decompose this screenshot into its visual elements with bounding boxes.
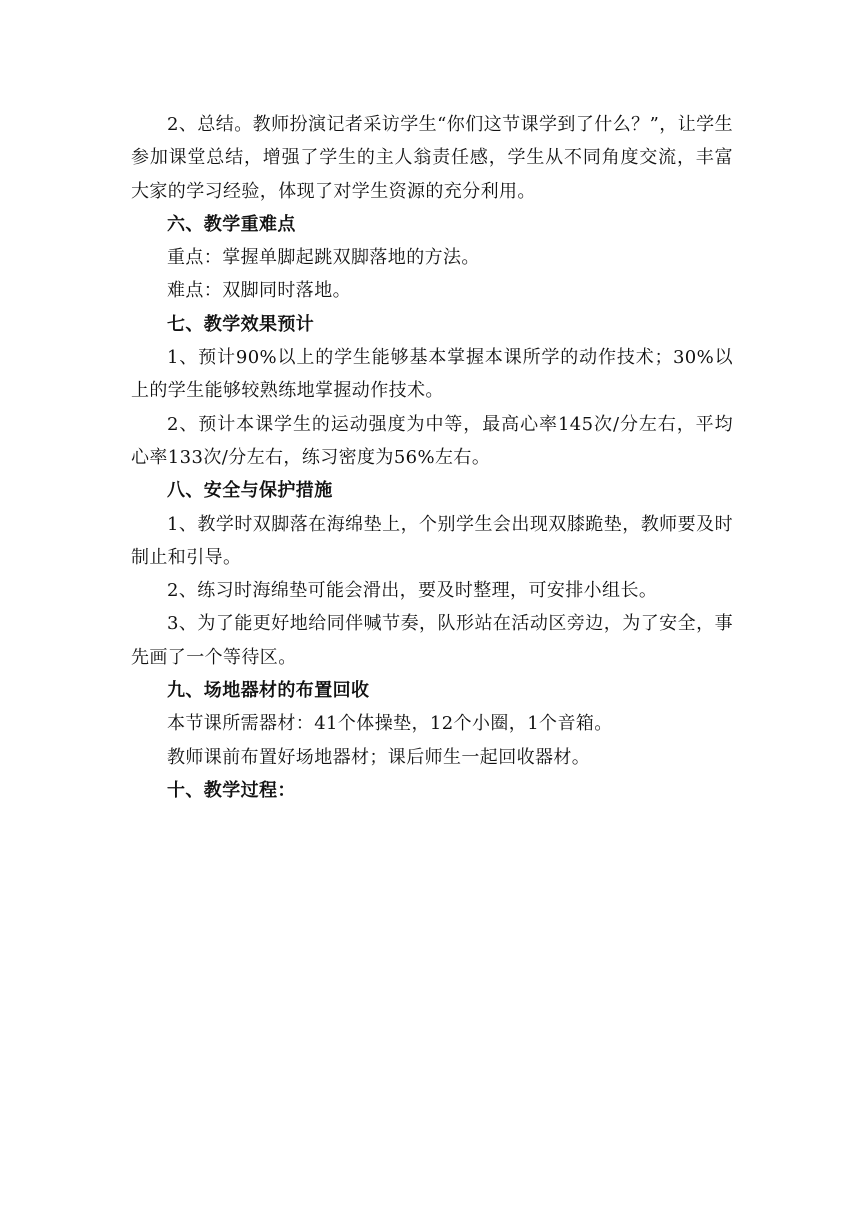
paragraph-effect-2: 2、预计本课学生的运动强度为中等，最高心率145次/分左右，平均心率133次/分左右，练习密度为56%左右。 <box>131 413 733 468</box>
paragraph-summary-2: 2、总结。教师扮演记者采访学生“你们这节课学到了什么？”，让学生参加课堂总结，增强了学生的主人翁责任感，学生从不同角度交流，丰富大家的学习经验，体现了对学生资源的充分利用。 <box>131 114 733 202</box>
paragraph-safety-3: 3、为了能更好地给同伴喊节奏，队形站在活动区旁边，为了安全，事先画了一个等待区。 <box>131 613 733 668</box>
heading-safety-measures: 八、安全与保护措施 <box>167 480 333 502</box>
heading-teaching-process: 十、教学过程： <box>167 779 296 801</box>
paragraph-effect-1: 1、预计90%以上的学生能够基本掌握本课所学的动作技术；30%以上的学生能够较熟练地掌握动作技术。 <box>131 347 733 402</box>
paragraph-difficult-point: 难点：双脚同时落地。 <box>167 280 351 302</box>
paragraph-safety-1: 1、教学时双脚落在海绵垫上，个别学生会出现双膝跪垫，教师要及时制止和引导。 <box>131 513 733 568</box>
paragraph-key-point: 重点：掌握单脚起跳双脚落地的方法。 <box>167 247 480 269</box>
heading-equipment-layout: 九、场地器材的布置回收 <box>167 680 370 702</box>
heading-teaching-effect-estimate: 七、教学效果预计 <box>167 313 315 335</box>
heading-teaching-key-difficult-points: 六、教学重难点 <box>167 213 296 235</box>
document-body <box>131 108 733 807</box>
paragraph-equipment-2: 教师课前布置好场地器材；课后师生一起回收器材。 <box>167 746 591 768</box>
paragraph-equipment-1: 本节课所需器材：41个体操垫，12个小圈，1个音箱。 <box>167 713 613 735</box>
paragraph-safety-2: 2、练习时海绵垫可能会滑出，要及时整理，可安排小组长。 <box>167 580 658 602</box>
